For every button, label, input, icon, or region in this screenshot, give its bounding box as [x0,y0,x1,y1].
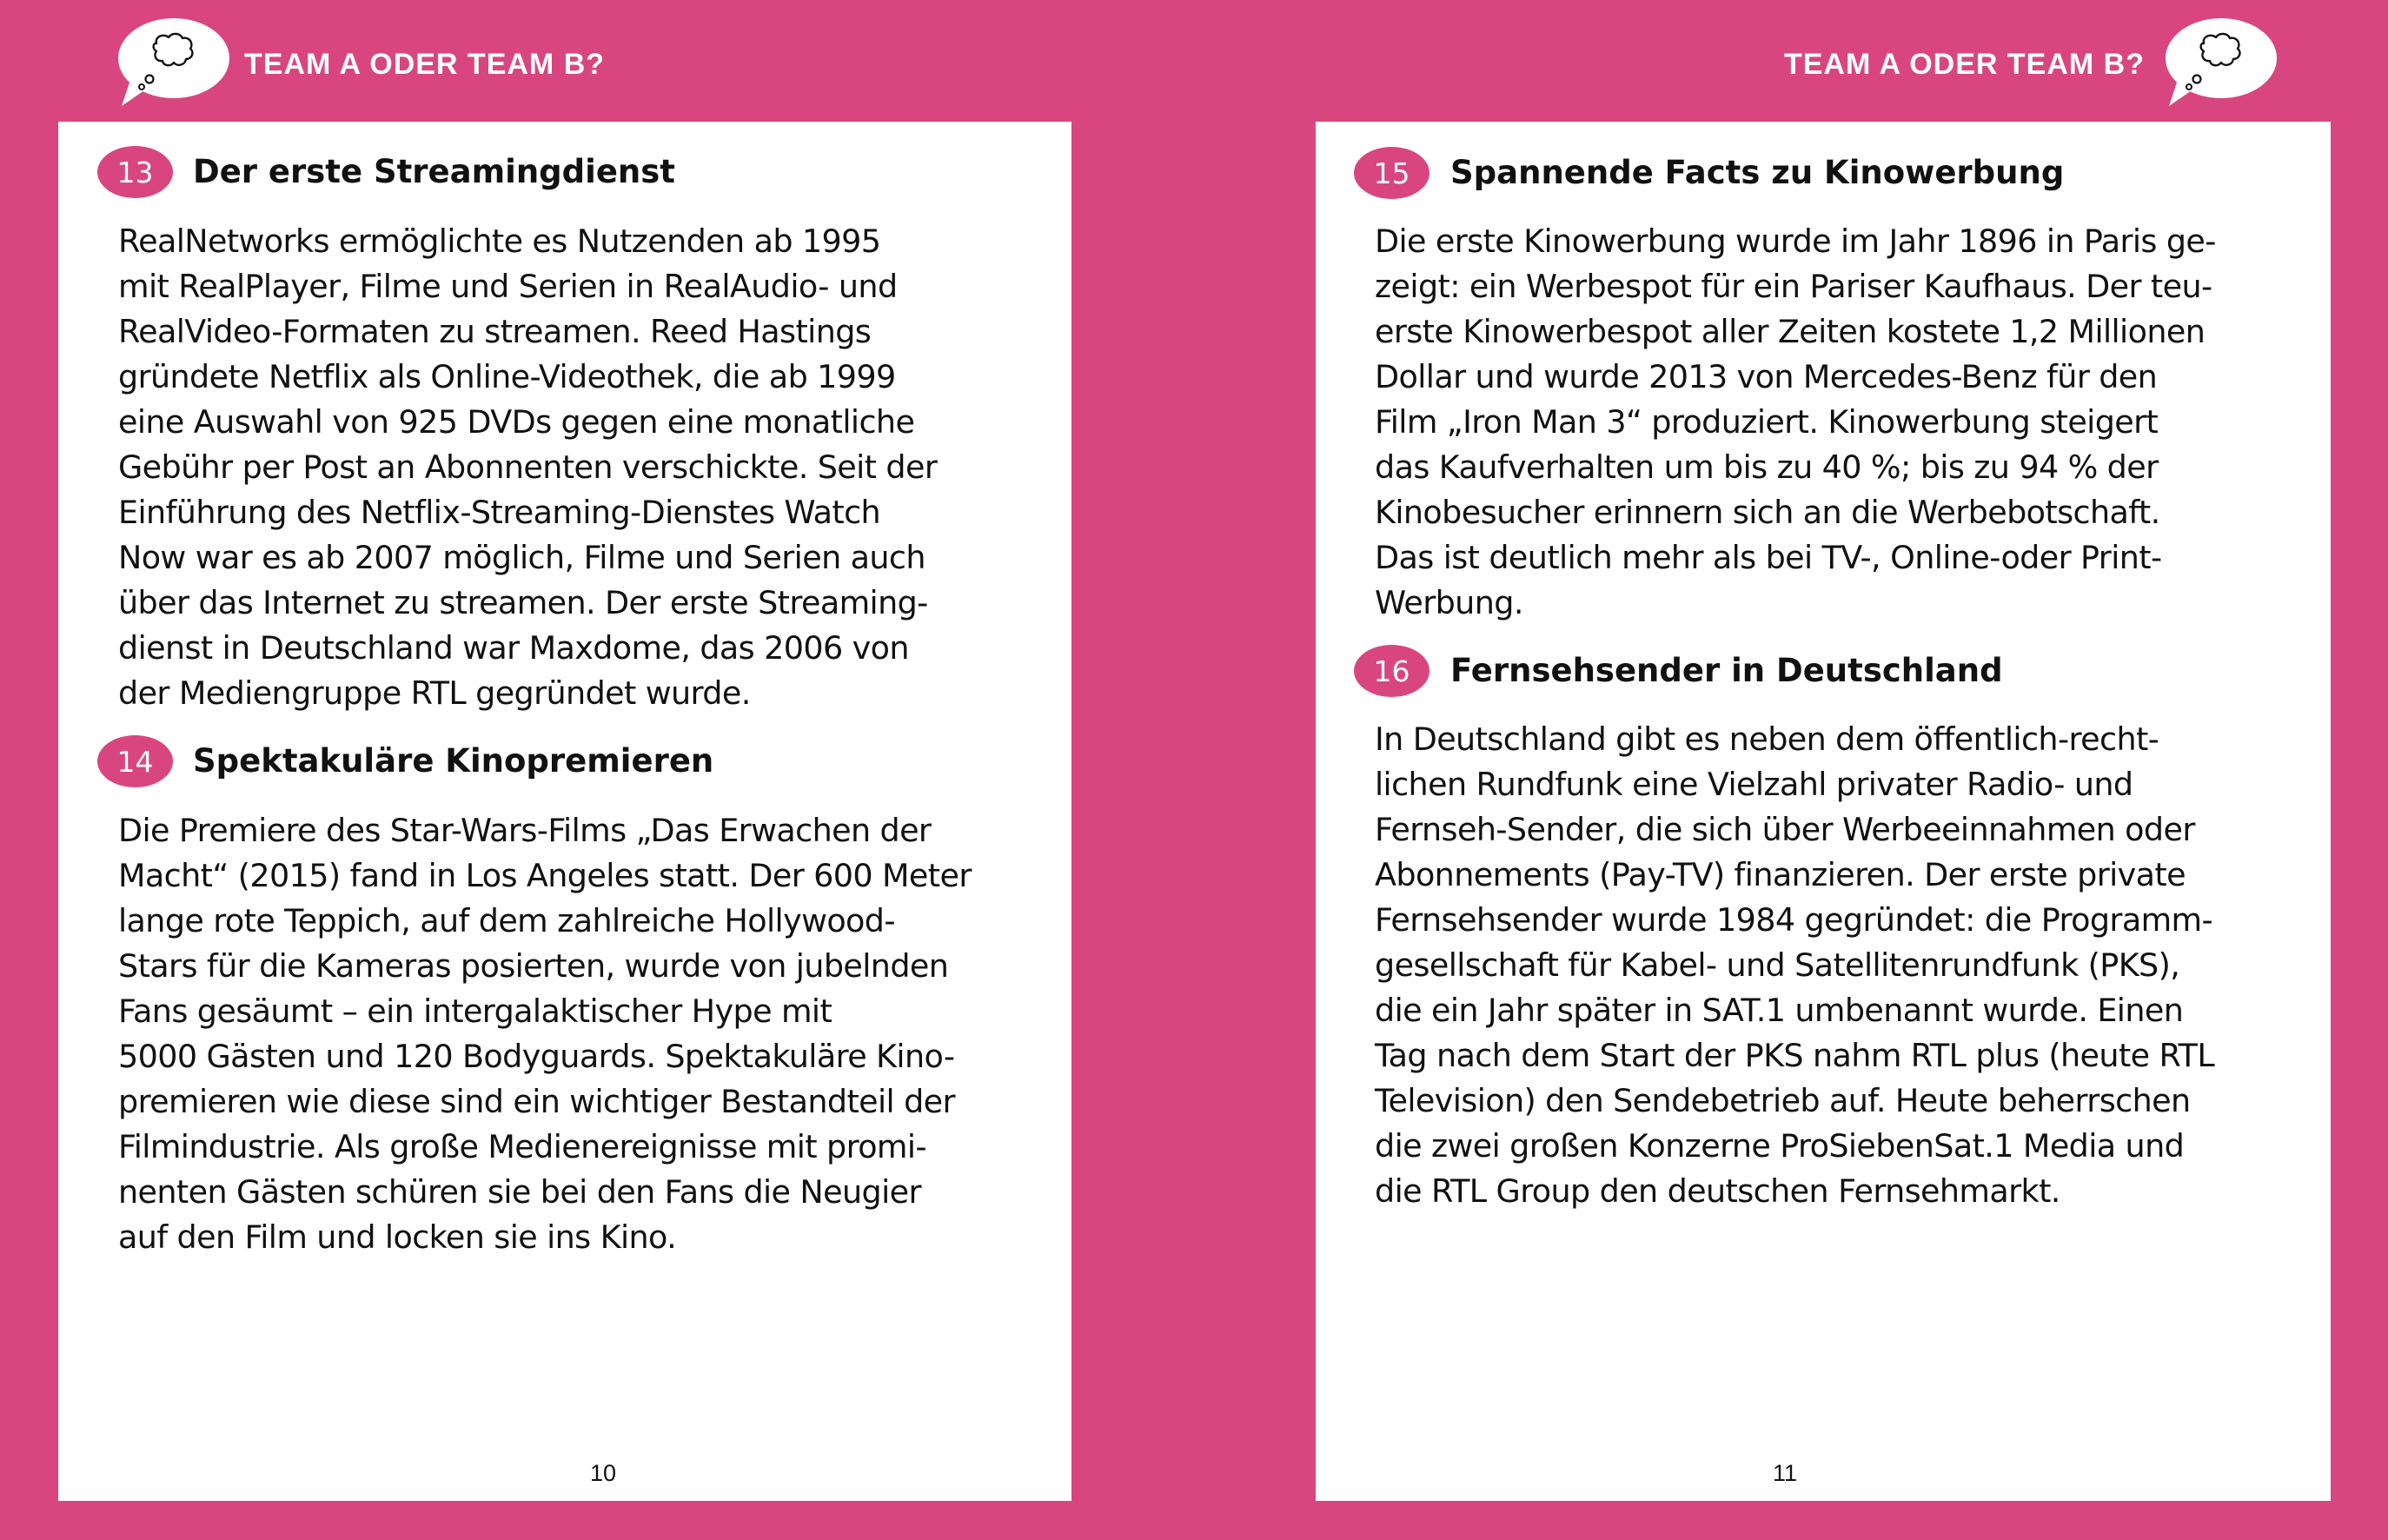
body-line: Fernseh-Sender, die sich über Werbeeinnahmen oder [1375,811,2195,848]
body-line: Fernsehsender wurde 1984 gegründet: die Programm- [1375,901,2213,939]
body-line: das Kaufverhalten um bis zu 40 %; bis zu 94 % der [1375,448,2159,486]
body-line: Tag nach dem Start der PKS nahm RTL plus (heute RTL [1375,1037,2215,1074]
body-line: Die erste Kinowerbung wurde im Jahr 1896 in Paris ge- [1375,222,2216,260]
section-body [118,808,972,1260]
body-line: Einführung des Netflix-Streaming-Dienstes Watch [118,494,881,531]
section-body [1375,219,2216,626]
body-line: Dollar und wurde 2013 von Mercedes-Benz für den [1375,358,2158,395]
section-heading: Fernsehsender in Deutschland [1450,652,2003,689]
body-line: die ein Jahr später in SAT.1 umbenannt wurde. Einen [1375,992,2184,1029]
body-line: Gebühr per Post an Abonnenten verschickte. Seit der [118,448,938,486]
body-line: Macht“ (2015) fand in Los Angeles statt. Der 600 Meter [118,857,972,894]
body-line: Die Premiere des Star-Wars-Films „Das Erwachen der [118,812,932,849]
body-line: Kinobesucher erinnern sich an die Werbebotschaft. [1375,494,2160,531]
section-body [1375,717,2214,1214]
body-line: der Mediengruppe RTL gegründet wurde. [118,674,751,712]
body-line: In Deutschland gibt es neben dem öffentlich-recht- [1375,720,2159,758]
thought-bubble-icon [111,16,233,110]
body-line: gründete Netflix als Online-Videothek, die ab 1999 [118,358,896,395]
section-heading: Spannende Facts zu Kinowerbung [1450,154,2065,191]
body-line: Now war es ab 2007 möglich, Filme und Serien auch [118,539,925,576]
body-line: Film „Iron Man 3“ produziert. Kinowerbung steigert [1375,403,2159,441]
section-heading: Der erste Streamingdienst [193,153,675,190]
body-line: Television) den Sendebetrieb auf. Heute beherrschen [1375,1082,2191,1119]
body-line: premieren wie diese sind ein wichtiger Bestandteil der [118,1083,955,1120]
section-body [118,219,937,716]
body-line: Fans gesäumt – ein intergalaktischer Hype mit [118,992,832,1030]
section-number-badge: 16 [1354,645,1429,697]
body-line: gesellschaft für Kabel- und Satellitenrundfunk (PKS), [1375,946,2180,984]
thought-bubble-icon [2159,16,2280,110]
body-line: eine Auswahl von 925 DVDs gegen eine monatliche [118,403,915,441]
body-line: lichen Rundfunk eine Vielzahl privater Radio- und [1375,766,2133,803]
header-title-right: TEAM A ODER TEAM B? [1783,48,2145,81]
body-line: nenten Gästen schüren sie bei den Fans die Neugier [118,1173,921,1211]
body-line: Werbung. [1375,584,1523,621]
page-number: 11 [1772,1460,1798,1486]
body-line: RealNetworks ermöglichte es Nutzenden ab 1995 [118,222,881,260]
body-line: die zwei großen Konzerne ProSiebenSat.1 Media und [1375,1127,2185,1165]
body-line: erste Kinowerbespot aller Zeiten kostete 1,2 Millionen [1375,313,2206,350]
body-line: Filmindustrie. Als große Medienereignisse mit promi- [118,1128,926,1165]
page-number: 10 [589,1460,617,1486]
body-line: lange rote Teppich, auf dem zahlreiche Hollywood- [118,902,895,939]
body-line: Abonnements (Pay-TV) finanzieren. Der erste private [1375,856,2186,893]
header-title-left: TEAM A ODER TEAM B? [244,48,606,81]
body-line: die RTL Group den deutschen Fernsehmarkt. [1375,1172,2060,1210]
body-line: dienst in Deutschland war Maxdome, das 2006 von [118,629,909,667]
body-line: mit RealPlayer, Filme und Serien in RealAudio- und [118,268,898,305]
body-line: RealVideo-Formaten zu streamen. Reed Hastings [118,313,872,350]
body-line: über das Internet zu streamen. Der erste Streaming- [118,584,928,621]
section-heading: Spektakuläre Kinopremieren [193,742,714,780]
body-line: 5000 Gästen und 120 Bodyguards. Spektakuläre Kino- [118,1038,955,1075]
section-number-badge: 15 [1354,147,1429,199]
body-line: Das ist deutlich mehr als bei TV-, Online-oder Print- [1375,539,2162,576]
section-number-badge: 13 [97,146,173,198]
body-line: zeigt: ein Werbespot für ein Pariser Kaufhaus. Der teu- [1375,268,2212,305]
section-number-badge: 14 [97,735,173,787]
body-line: auf den Film und locken sie ins Kino. [118,1218,677,1256]
body-line: Stars für die Kameras posierten, wurde von jubelnden [118,947,949,985]
